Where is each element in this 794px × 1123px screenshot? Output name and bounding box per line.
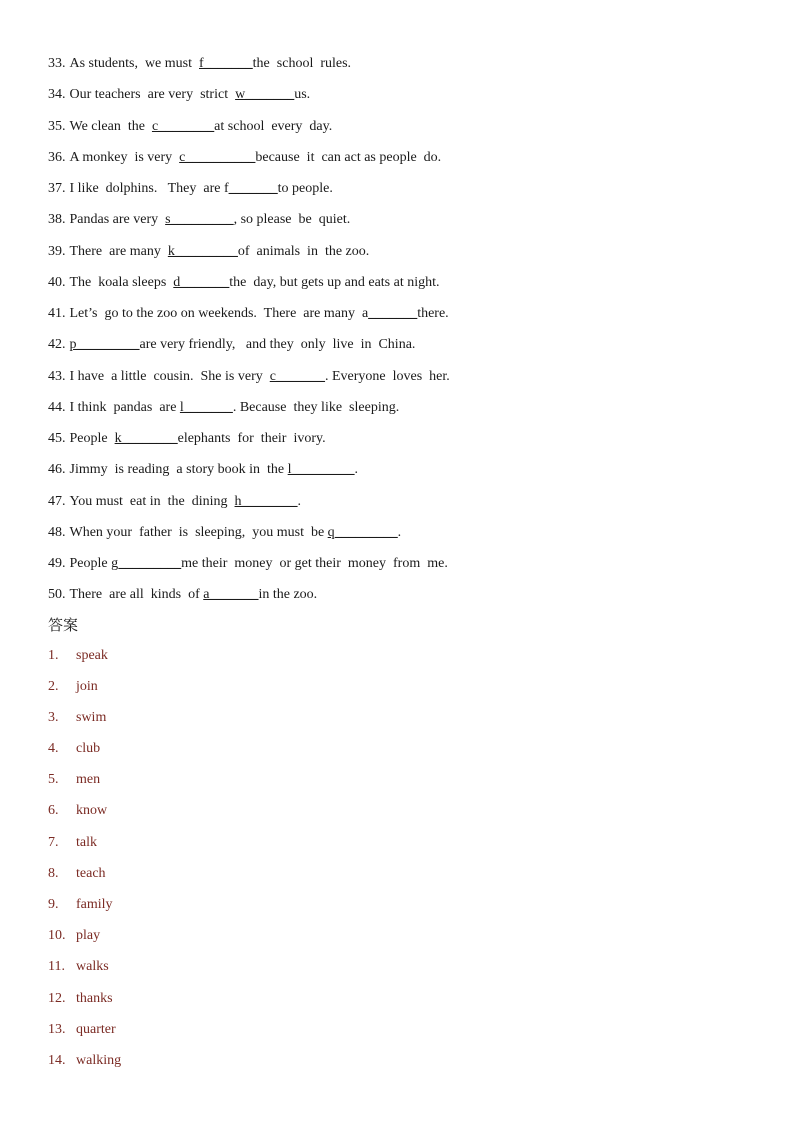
answer-number: 6. [48,803,59,819]
question-number: 37. [48,181,66,196]
question-number: 33. [48,56,66,71]
question-text-after: the school rules. [252,56,352,71]
answer-blank: a_______ [203,587,259,603]
question-number: 36. [48,149,66,165]
question-text-after: . Everyone loves her. [324,368,450,384]
answer-item [48,707,748,738]
answer-item [48,956,748,987]
question-item [48,366,748,397]
question-item [48,53,748,84]
question-text-before: Our teachers are very strict [69,87,236,103]
answer-item [48,832,748,863]
answer-blank: w_______ [235,87,295,103]
answer-item [48,1019,748,1050]
answer-number: 3. [48,709,59,725]
question-text-after: . Because they like sleeping. [232,399,400,415]
question-number: 46. [48,462,66,478]
document-page [48,53,748,1081]
question-text-before: A monkey is very [69,149,180,165]
question-text-before: Jimmy is reading a story book in the [69,462,288,478]
question-item [48,209,748,240]
question-item [48,116,748,147]
question-number: 35. [48,118,66,134]
answer-word: talk [76,834,97,850]
answers-heading: 答案 [48,615,79,634]
question-item [48,397,748,428]
question-text-after: in the zoo. [258,587,318,603]
question-text-after: . [297,493,302,509]
answer-item [48,894,748,925]
question-number: 41. [48,306,66,321]
question-number: 45. [48,431,66,446]
question-text-before: I think pandas are [69,399,180,415]
question-number: 50. [48,587,66,603]
question-text-after: . [354,462,359,478]
answer-number: 4. [48,741,59,757]
question-list [48,53,748,616]
question-text-before: I have a little cousin. She is very [69,368,270,384]
question-number: 48. [48,524,66,540]
question-text-before: I like dolphins. They are f [69,181,229,196]
question-item [48,428,748,459]
question-text-after: because it can act as people do. [255,149,442,165]
answer-item [48,925,748,956]
answer-word: join [76,678,98,694]
answer-blank: q_________ [327,524,398,540]
question-text-after: me their money or get their money from me. [181,556,448,571]
question-number: 49. [48,556,66,571]
question-number: 39. [48,243,66,259]
answer-item [48,738,748,769]
question-item [48,272,748,303]
question-text-before: Pandas are very [69,212,166,228]
question-item [48,84,748,115]
question-item [48,241,748,272]
answer-number: 7. [48,834,59,850]
answer-number: 8. [48,865,59,881]
question-text-before: Let’s go to the zoo on weekends. There are many a [69,306,369,321]
question-number: 43. [48,368,66,384]
question-text-before: People [69,556,112,571]
answer-number: 1. [48,647,59,663]
answer-blank: h________ [234,493,298,509]
answer-blank: _______ [228,181,278,196]
question-text-after: there. [417,306,449,321]
answer-blank: d_______ [173,274,230,290]
question-text-after: us. [294,87,311,103]
answer-word: thanks [76,990,113,1006]
question-text-after: at school every day. [214,118,333,134]
answer-word: family [76,897,113,912]
answer-number: 5. [48,772,59,788]
answer-item [48,769,748,800]
question-text-after: to people. [277,181,333,196]
answer-item [48,1050,748,1081]
answer-blank: l_________ [287,462,355,478]
question-item [48,522,748,553]
answer-word: know [76,803,108,819]
question-text-before: We clean the [69,118,152,134]
question-item [48,491,748,522]
answer-list [48,645,748,1082]
answer-number: 13. [48,1021,66,1037]
answer-number: 12. [48,990,66,1006]
question-text-after: . [397,524,402,540]
answer-item [48,988,748,1019]
answer-item [48,676,748,707]
answer-blank: s_________ [165,212,234,228]
answer-item [48,863,748,894]
question-text-before: There are many [69,243,168,259]
answer-word: walks [76,959,109,975]
question-text-after: are very friendly, and they only live in China. [139,337,416,353]
question-number: 42. [48,337,66,353]
question-text-after: , so please be quiet. [233,212,351,228]
question-text-after: elephants for their ivory. [177,431,326,446]
answer-blank: _______ [368,306,418,321]
question-number: 34. [48,87,66,103]
question-item [48,147,748,178]
answer-word: quarter [76,1021,116,1037]
question-number: 38. [48,212,66,228]
answer-blank: k_________ [167,243,238,259]
answer-word: walking [76,1052,122,1068]
question-item [48,584,748,615]
answer-word: swim [76,709,107,725]
answer-number: 11. [48,959,65,975]
question-text-before: When your father is sleeping, you must be [69,524,328,540]
answer-blank: c________ [151,118,215,134]
question-item [48,178,748,209]
question-text-after: the day, but gets up and eats at night. [229,274,440,290]
answer-word: club [76,741,101,757]
answer-number: 14. [48,1052,66,1068]
answer-word: play [76,928,101,944]
question-number: 47. [48,493,66,509]
question-item [48,303,748,334]
answer-blank: g_________ [111,556,182,571]
answer-word: speak [76,647,108,663]
answer-blank: f_______ [199,56,253,71]
answer-item [48,800,748,831]
answer-blank: c_______ [269,368,325,384]
question-text-before: As students, we must [69,56,199,71]
answer-blank: k________ [114,431,178,446]
question-number: 40. [48,274,66,290]
question-text-before: The koala sleeps [69,274,174,290]
answer-word: men [76,772,101,788]
answer-blank: l_______ [179,399,233,415]
answer-number: 10. [48,928,66,944]
question-text-after: of animals in the zoo. [237,243,370,259]
question-text-before: You must eat in the dining [69,493,235,509]
answer-number: 2. [48,678,59,694]
answer-item [48,645,748,676]
question-number: 44. [48,399,66,415]
question-item [48,459,748,490]
question-text-before: People [69,431,115,446]
answer-blank: c__________ [179,149,256,165]
question-item [48,553,748,584]
question-text-before: There are all kinds of [69,587,204,603]
answer-word: teach [76,865,106,881]
answer-number: 9. [48,897,59,912]
answer-blank: p_________ [69,337,140,353]
question-item [48,334,748,365]
